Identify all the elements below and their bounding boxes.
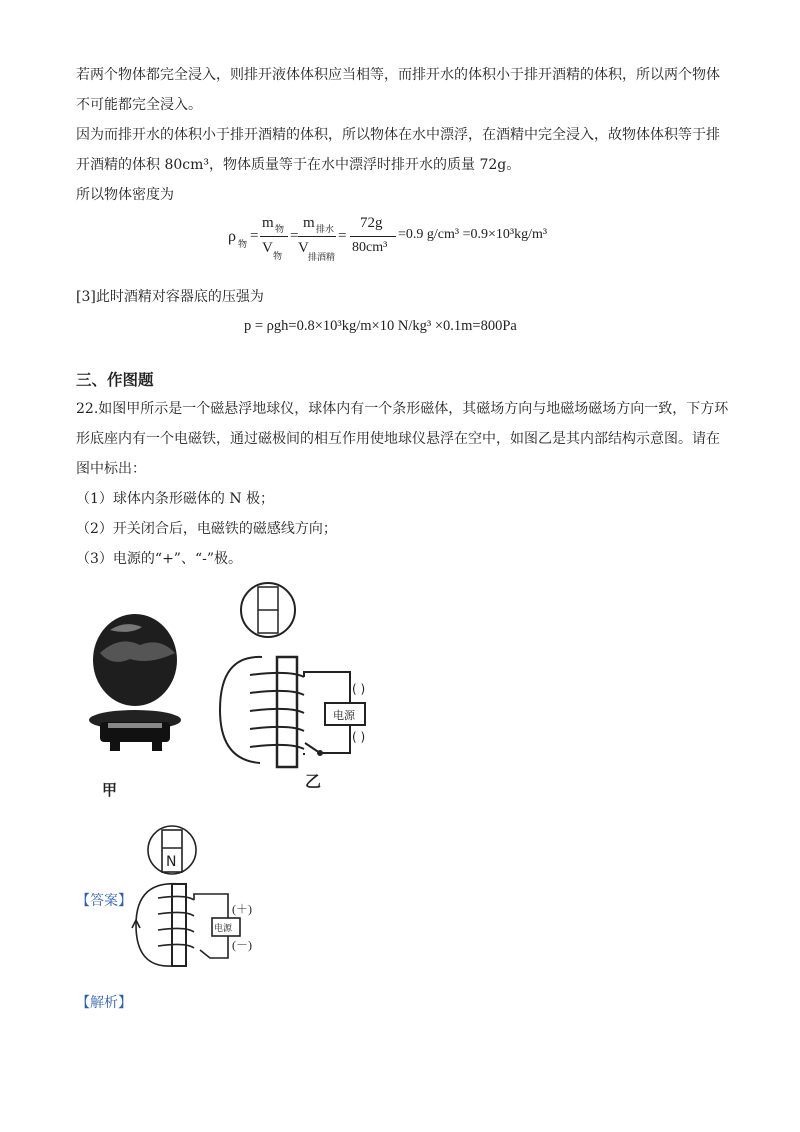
denominator-80cm3: 80cm³ (352, 240, 388, 255)
answer-label: 【答案】 (76, 893, 132, 909)
rho-subscript: 物 (238, 239, 248, 249)
structure-diagram (220, 583, 365, 767)
paragraph-1b: 不可能都完全浸入。 (76, 97, 202, 113)
equals-sign: = (338, 228, 347, 244)
volume-symbol: V (262, 240, 273, 256)
label-yi: 乙 (305, 772, 322, 791)
mass-symbol: m (262, 215, 274, 231)
question-figure (80, 575, 410, 805)
fraction-line (350, 236, 396, 237)
minus-pole-label: (－) (232, 938, 252, 952)
paragraph-2b: 开酒精的体积 80cm³，物体质量等于在水中漂浮时排开水的质量 72g。 (76, 157, 521, 173)
pressure-formula: p = ρgh=0.8×10³kg/m×10 N/kg³ ×0.1m=800Pa (244, 318, 517, 334)
question-item-1: （1）球体内条形磁体的 N 极； (76, 491, 275, 507)
equals-sign: = (290, 228, 299, 244)
answer-power-label: 电源 (214, 924, 233, 934)
rho-symbol: ρ (228, 228, 236, 245)
density-formula (0, 0, 800, 280)
volume-subscript: 物 (273, 251, 283, 261)
paragraph-1a: 若两个物体都完全浸入，则排开液体体积应当相等，而排开水的体积小于排开酒精的体积，所以两个物体 (76, 67, 720, 83)
power-label: 电源 (333, 709, 355, 722)
paragraph-2a: 因为而排开水的体积小于排开酒精的体积，所以物体在水中漂浮，在酒精中完全浸入，故物体体积等于排 (76, 127, 720, 143)
section-title: 三、作图题 (76, 370, 154, 389)
density-result: =0.9 g/cm³ =0.9×10³kg/m³ (398, 227, 548, 242)
volume-alcohol-subscript: 排酒精 (308, 252, 336, 262)
n-pole-label: N (166, 854, 177, 870)
label-jia: 甲 (102, 781, 118, 799)
question-item-3: （3）电源的“+”、“-”极。 (76, 551, 242, 567)
bracket-top: ( ) (352, 682, 366, 696)
question-item-2: （2）开关闭合后，电磁铁的磁感线方向； (76, 521, 337, 537)
paragraph-3: 所以物体密度为 (76, 187, 174, 203)
numerator-72g: 72g (360, 215, 383, 231)
mass-water-subscript: 排水 (316, 224, 335, 234)
answer-figure (128, 820, 248, 975)
bracket-bottom: ( ) (352, 730, 366, 744)
paragraph-4: [3]此时酒精对容器底的压强为 (76, 289, 264, 305)
maglev-globe-photo (89, 614, 181, 751)
equals-sign: = (250, 228, 259, 244)
fraction-line (298, 236, 336, 237)
mass-subscript: 物 (275, 224, 285, 234)
question-line-3: 图中标出： (76, 461, 146, 477)
question-line-1: 22.如图甲所示是一个磁悬浮地球仪，球体内有一个条形磁体，其磁场方向与地磁场磁场方向一致，下方环 (76, 401, 729, 417)
mass-water-symbol: m (303, 215, 315, 231)
analysis-label: 【解析】 (76, 995, 132, 1011)
question-line-2: 形底座内有一个电磁铁，通过磁极间的相互作用使地球仪悬浮在空中，如图乙是其内部结构示意图。请在 (76, 431, 720, 447)
plus-pole-label: (＋) (232, 902, 252, 916)
fraction-line (260, 236, 288, 237)
volume-alcohol-symbol: V (298, 240, 309, 256)
